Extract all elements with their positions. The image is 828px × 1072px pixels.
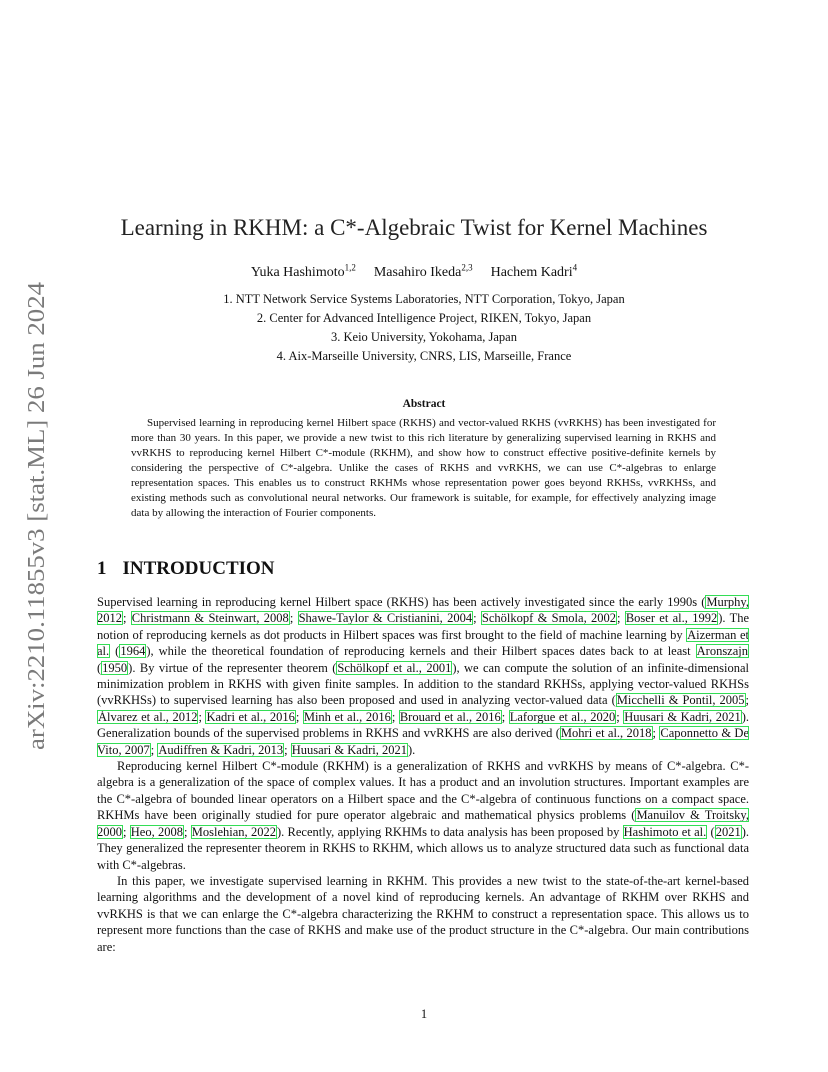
- paragraph-text: ). Recently, applying RKHMs to data analysis has been proposed by: [276, 824, 623, 839]
- affiliation-4: 4. Aix-Marseille University, CNRS, LIS, Marseille, France: [276, 349, 572, 363]
- citation-link[interactable]: Schölkopf & Smola, 2002: [481, 611, 617, 626]
- citation-link[interactable]: Brouard et al., 2016: [399, 709, 501, 724]
- paper-title: Learning in RKHM: a C*-Algebraic Twist for Kernel Machines: [120, 215, 708, 240]
- paragraph-text: ;: [501, 709, 509, 724]
- affiliation-2: 2. Center for Advanced Intelligence Project, RIKEN, Tokyo, Japan: [256, 311, 592, 325]
- paragraph-text: In this paper, we investigate supervised learning in RKHM. This provides a new twist to the state-of-the-art kernel-based learning algorithms and the development of a novel kind of reproducing kernels. An advantage of RKHM over RKHS and vvRKHS is that we can enlarge the C*-algebra characterizing the RKHM to construct a representation space. This allows us to represent more functions than the case of RKHS and make use of the product structure in the C*-algebra. Our main contributions are:: [97, 873, 749, 954]
- paragraph-text: ;: [391, 709, 399, 724]
- author-list: [0, 262, 828, 281]
- citation-link[interactable]: Laforgue et al., 2020: [509, 709, 616, 724]
- arxiv-stamp-text: arXiv:2210.11855v3 [stat.ML] 26 Jun 2024: [24, 330, 50, 750]
- author-3: [490, 262, 578, 280]
- author-affiliation-marker: 1,2: [344, 262, 356, 272]
- paragraph-text: ;: [295, 709, 303, 724]
- paragraph-3: [97, 873, 749, 955]
- paragraph-text: (: [707, 824, 715, 839]
- paragraph-text: ;: [617, 611, 625, 626]
- citation-link[interactable]: Boser et al., 1992: [625, 611, 718, 626]
- paragraph-text: ), we can compute the solution of an infinite-dimensional minimization problem in RKHS with given finite samples. In addition to the standard RKHSs, applying vector-valued RKHSs (vvRKHSs) to supervised learning has also been proposed and used in analyzing vector-valued data (: [97, 660, 749, 708]
- citation-link[interactable]: Micchelli & Pontil, 2005: [616, 693, 745, 708]
- abstract-text: Supervised learning in reproducing kernel Hilbert space (RKHS) and vector-valued RKHS (vvRKHS) has been investigated for more than 30 years. In this paper, we provide a new twist to this rich literature by generalizing supervised learning in RKHS and vvRKHS to reproducing kernel Hilbert C*-module (RKHM), and show how to construct effective positive-definite kernels by considering the perspective of C*-algebra. Unlike the cases of RKHS and vvRKHS, we can use C*-algebras to enlarge representation spaces. This enables us to construct RKHMs whose representation power goes beyond RKHSs, vvRKHSs, and existing methods such as convolutional neural networks. Our framework is suitable, for example, for effectively analyzing image data by allowing the interaction of Fourier components.: [131, 417, 716, 519]
- paragraph-text: ;: [652, 726, 660, 741]
- citation-link[interactable]: Hashimoto et al.: [623, 824, 707, 839]
- citation-link[interactable]: 1950: [102, 660, 128, 675]
- citation-link[interactable]: Huusari & Kadri, 2021: [624, 709, 741, 724]
- paragraph-2: [97, 758, 749, 873]
- paragraph-text: ;: [150, 742, 158, 757]
- author-affiliation-marker: 2,3: [461, 262, 473, 272]
- author-2: [373, 262, 473, 280]
- author-name: Hachem Kadri: [490, 264, 573, 280]
- citation-link[interactable]: Schölkopf et al., 2001: [337, 660, 452, 675]
- section-number: 1: [97, 558, 107, 579]
- paragraph-text: ;: [616, 709, 624, 724]
- citation-link[interactable]: Heo, 2008: [130, 824, 184, 839]
- paragraph-text: ;: [745, 693, 750, 708]
- citation-link[interactable]: Manuilov & Troitsky, 2000: [97, 808, 749, 839]
- citation-link[interactable]: Audiffren & Kadri, 2013: [158, 742, 284, 757]
- citation-link[interactable]: Christmann & Steinwart, 2008: [131, 611, 289, 626]
- citation-link[interactable]: 1964: [120, 644, 146, 659]
- paragraph-text: ;: [184, 824, 191, 839]
- author-name: Masahiro Ikeda: [373, 264, 462, 280]
- citation-link[interactable]: Caponnetto & De Vito, 2007: [97, 726, 749, 757]
- introduction-body: [97, 594, 749, 955]
- affiliation-1: 1. NTT Network Service Systems Laboratories, NTT Corporation, Tokyo, Japan: [223, 292, 625, 306]
- citation-link[interactable]: Kadri et al., 2016: [206, 709, 295, 724]
- author-1: [250, 262, 356, 280]
- affiliation-list: [0, 290, 828, 366]
- section-title: INTRODUCTION: [122, 558, 275, 579]
- citation-link[interactable]: Murphy, 2012: [97, 595, 749, 626]
- paragraph-text: (: [97, 660, 102, 675]
- paragraph-text: ;: [284, 742, 291, 757]
- citation-link[interactable]: Álvarez et al., 2012: [98, 709, 198, 724]
- citation-link[interactable]: Minh et al., 2016: [303, 709, 391, 724]
- citation-link[interactable]: Mohri et al., 2018: [560, 726, 652, 741]
- paragraph-text: ). They generalized the representer theorem in RKHS to RKHM, which allows us to analyze structured data such as functional data with C*-algebras.: [97, 824, 749, 872]
- author-affiliation-marker: 4: [572, 262, 578, 272]
- citation-link[interactable]: Aizerman et al.: [97, 627, 749, 659]
- citation-link[interactable]: Moslehian, 2022: [191, 824, 276, 839]
- paragraph-text: (: [110, 644, 120, 659]
- paragraph-text: ;: [123, 611, 131, 626]
- paragraph-text: Supervised learning in reproducing kernel Hilbert space (RKHS) has been actively investigated since the early 1990s (: [97, 595, 706, 609]
- paragraph-text: ;: [289, 611, 298, 626]
- citation-link[interactable]: Shawe-Taylor & Cristianini, 2004: [298, 611, 473, 626]
- paragraph-text: ;: [473, 611, 481, 626]
- affiliation-3: 3. Keio University, Yokohama, Japan: [331, 330, 517, 344]
- paragraph-text: ), while the theoretical foundation of reproducing kernels and their Hilbert spaces dates back to at least: [146, 644, 696, 659]
- abstract-heading: Abstract: [402, 398, 446, 410]
- paragraph-text: ). The notion of reproducing kernels as dot products in Hilbert spaces was first brought to the field of machine learning by: [97, 611, 750, 642]
- paragraph-text: Reproducing kernel Hilbert C*-module (RKHM) is a generalization of RKHS and vvRKHS by means of C*-algebra. C*-algebra is a generalization of the space of complex values. It has a product and an involution structures. Important examples are the C*-algebra of bounded linear operators on a Hilbert space and the C*-algebra of continuous functions on a compact space. RKHMs have been originally studied for pure operator algebraic and mathematical physics problems (: [97, 759, 749, 823]
- paragraph-text: ).: [407, 742, 416, 757]
- paragraph-text: ). By virtue of the representer theorem (: [128, 660, 337, 675]
- author-name: Yuka Hashimoto: [250, 264, 345, 280]
- paragraph-text: ;: [123, 824, 130, 839]
- citation-link[interactable]: Aronszajn: [696, 644, 748, 659]
- citation-link[interactable]: Huusari & Kadri, 2021: [291, 742, 407, 757]
- paragraph-1: [97, 594, 749, 758]
- page-number: 1: [420, 1007, 428, 1021]
- citation-link[interactable]: 2021: [715, 824, 741, 839]
- section-heading: [97, 558, 275, 580]
- paragraph-text: ;: [198, 709, 206, 724]
- paragraph-text: ). Generalization bounds of the supervised problems in RKHS and vvRKHS are also derived (: [97, 709, 749, 741]
